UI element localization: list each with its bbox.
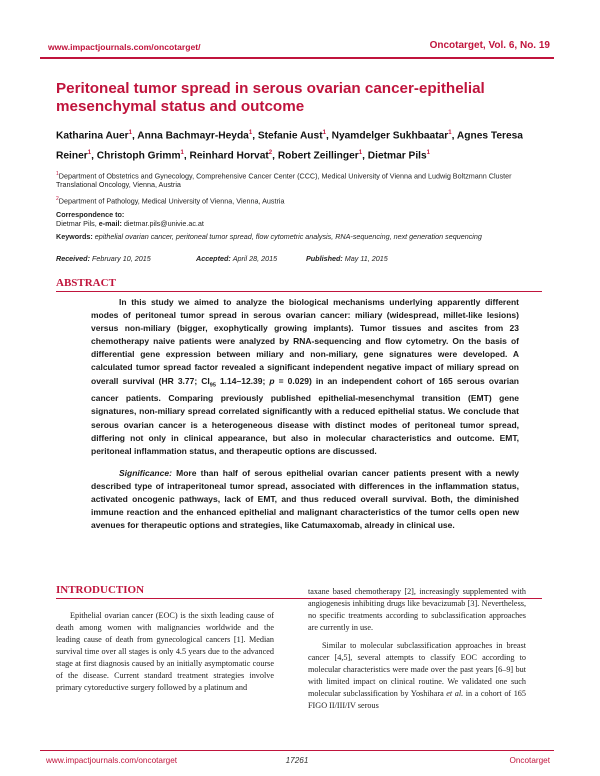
affiliation [56, 195, 550, 205]
introduction-paragraph: Epithelial ovarian cancer (EOC) is the sixth leading cause of death among women with malignancies worldwide and the leading cause of death from gynecological cancers [1]. Median survival time over all stages is only 4.5 years due to the advanced stage at first diagnosis caused by an initially asymptomatic course of the disease. Current standard treatment strategies involve primary cytoreductive surgery followed by a platinum and [56, 611, 274, 692]
keywords-label: Keywords: [56, 232, 93, 241]
author-affiliation-marker: 1 [448, 130, 452, 136]
header-divider [40, 57, 554, 59]
header-journal-url[interactable]: www.impactjournals.com/oncotarget/ [48, 42, 201, 52]
affiliation-marker: 2 [56, 196, 59, 202]
correspondence-name: Dietmar Pils, [56, 219, 97, 228]
introduction-column-right [308, 586, 526, 712]
author-affiliation-marker: 1 [87, 149, 92, 156]
ci-subscript: 95 [209, 382, 216, 389]
author: Anna Bachmayr-Heyda [137, 130, 249, 142]
introduction-paragraph [308, 640, 526, 712]
significance-label: Significance: [119, 468, 172, 478]
footer-journal-url[interactable]: www.impactjournals.com/oncotarget [46, 756, 178, 765]
author: Nyamdelger Sukhbaatar [331, 130, 449, 142]
abstract-paragraph [91, 296, 519, 458]
affiliation [56, 170, 550, 189]
affiliation-text: Department of Pathology, Medical University of Vienna, Vienna, Austria [58, 196, 285, 206]
journal-header [40, 38, 554, 66]
significance-paragraph [91, 467, 519, 532]
author-affiliation-marker: 1 [426, 149, 431, 156]
author: Dietmar Pils [367, 150, 427, 162]
author: Christoph Grimm [96, 150, 181, 162]
author-affiliation-marker: 1 [128, 130, 132, 136]
author-affiliation-marker: 1 [358, 149, 363, 156]
author: Reinhard Horvat [189, 150, 269, 162]
correspondence-label: Correspondence to: [56, 210, 125, 219]
author-affiliation-marker: 1 [248, 130, 253, 136]
accepted-label: Accepted: [196, 254, 231, 263]
keywords [56, 232, 536, 241]
abstract-text: = 0.029) in an independent cohort of 165 serous ovarian cancer patients. Comparing previously published epithelial-mesenchymal transition (EMT) gene signatures, non-miliary spread correlated significantly with a reduced epithelial status. We conclude that serous ovarian cancer is a heterogeneous disease with distinct modes of peritoneal tumor spread, differing not only in clinical appearance, but also in molecular characteristics and outcome. EMT, peritoneal inflammation status, and therapeutic options are discussed. [91, 375, 520, 456]
received-label: Received: [56, 254, 90, 263]
introduction-heading: INTRODUCTION [56, 584, 145, 596]
author: Stefanie Aust [257, 130, 323, 142]
introduction-text: in a cohort of 165 FIGO II/III/IV serous [308, 689, 526, 710]
received-date: February 10, 2015 [91, 254, 151, 263]
correspondence [56, 210, 550, 228]
author-affiliation-marker: 1 [180, 149, 184, 156]
author: Robert Zeillinger [277, 150, 359, 162]
abstract-heading: ABSTRACT [56, 277, 116, 289]
footer-divider [40, 750, 554, 751]
abstract-text: In this study we aimed to analyze the biological mechanisms underlying apparently different modes of peritoneal tumor spread in serous ovarian cancer: miliary (widespread, millet-like lesions) versus non-miliary (bigger, exophytically growing implants). Tumor tissues and ascites from 23 chemotherapy naive patients were analyzed by RNA-sequencing and flow cytometry. On the basis of differential gene expression between miliary and non-miliary, gene signatures were developed. A calculated tumor spread factor revealed a significant independent negative impact of miliary spread on overall survival (HR 3.77; CI [91, 297, 519, 386]
published-date: May 11, 2015 [344, 254, 388, 263]
article-title: Peritoneal tumor spread in serous ovarian cancer-epithelial mesenchymal status and outcome [56, 80, 485, 115]
correspondence-email-label: e-mail: [98, 219, 122, 228]
author: Katharina Auer [56, 130, 129, 142]
p-value-symbol: p [269, 375, 275, 386]
author-list: Katharina Auer$^1$, Anna Bachmayr-Heyda$^1$, Stefanie Aust$^1$, Nyamdelger Sukhbaatar$^1$, Agnes Teresa Reiner$^1$, Christoph Grimm$^1$, Reinhard Horvat$^2$, Robert Zeillinger$^1$, Dietmar Pils$^1$ [56, 130, 523, 162]
introduction-column-left [56, 610, 274, 694]
et-al: et al. [446, 689, 464, 698]
significance-text: More than half of serous epithelial ovarian cancer patients present with a newly described type of intraperitoneal tumor spread, associated with differences in the inflammation status, activated oncogenic pathways, lack of EMT, and thus reduced overall survival. Both, the diminished immune reaction and the enhanced epithelial and malignant characteristics of the tumor cells open new avenues for therapeutic options and strategies, like Catumaxomab, already in clinical use. [91, 468, 519, 531]
accepted-date: April 28, 2015 [232, 254, 278, 263]
author-affiliation-marker: 1 [322, 130, 326, 136]
introduction-paragraph: taxane based chemotherapy [2], increasingly supplemented with angiogenesis inhibiting drugs like bevacizumab [3]. Nevertheless, no specific treatments according to subclassification approaches are currently in use. [308, 587, 526, 632]
page-number: 17261 [285, 756, 309, 765]
abstract-divider [56, 291, 542, 292]
published-label: Published: [306, 254, 343, 263]
affiliation-text: Department of Obstetrics and Gynecology, Comprehensive Cancer Center (CCC), Medical University of Vienna and Ludwig Boltzmann Cluster Translational Oncology, Vienna, Austria [56, 171, 512, 190]
introduction-text: Similar to molecular subclassification approaches in breast cancer [4,5], several attempts to classify EOC according to molecular characteristics were made over the past years [6–9] but with limited impact on clinical routine. We validated one such molecular subclassification by Yoshihara [308, 641, 526, 698]
author: Agnes Teresa Reiner [56, 130, 523, 162]
page-footer [40, 750, 554, 770]
author-affiliation-marker: 2 [268, 149, 273, 156]
affiliation-marker: 1 [56, 171, 59, 177]
keywords-text: epithelial ovarian cancer, peritoneal tumor spread, flow cytometric analysis, RNA-sequencing, next generation sequencing [94, 232, 482, 241]
header-journal-citation: Oncotarget, Vol. 6, No. 19 [429, 40, 550, 51]
publication-dates [56, 254, 550, 263]
footer-journal-name: Oncotarget [509, 756, 550, 765]
correspondence-email[interactable]: dietmar.pils@univie.ac.at [123, 219, 204, 228]
abstract-text: 1.14–12.39; [215, 375, 270, 386]
